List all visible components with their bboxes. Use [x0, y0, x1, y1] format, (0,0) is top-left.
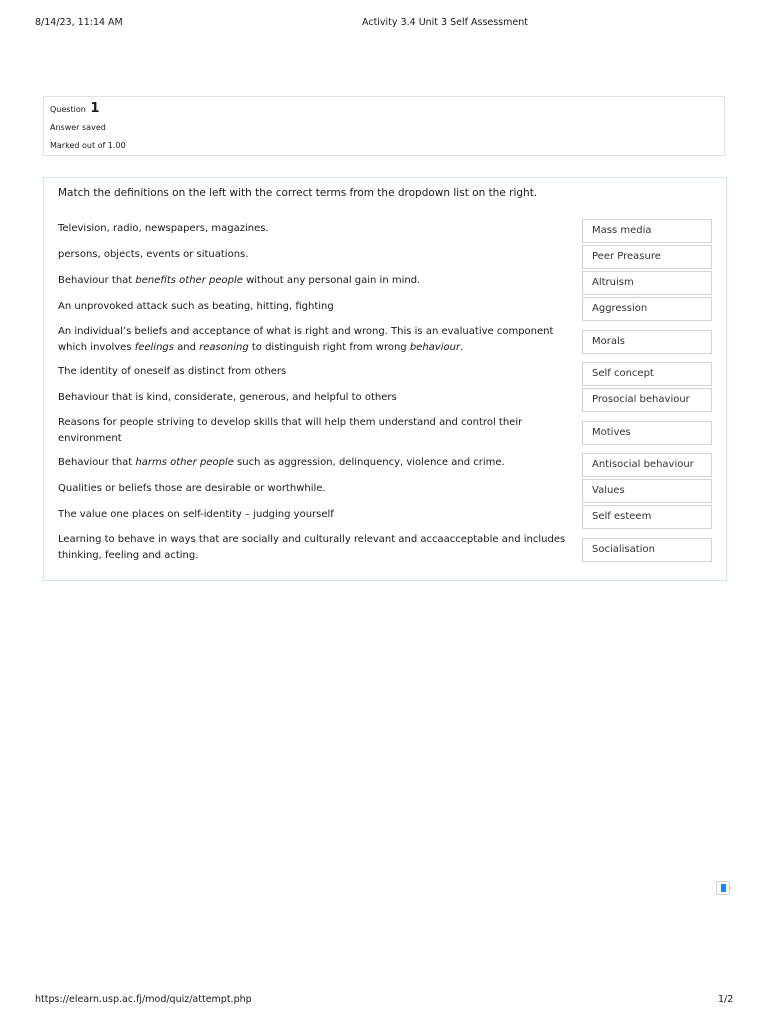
definition-text: An unprovoked attack such as beating, hitting, fighting [58, 301, 334, 312]
answer-select-antisocial-behaviour[interactable]: Antisocial behaviour [582, 453, 712, 477]
page-number: 1/2 [718, 994, 734, 1005]
definition-italic-part: benefits other people [135, 275, 243, 286]
definition-italic-part: behaviour [409, 342, 461, 353]
answer-select-morals[interactable]: Morals [582, 330, 712, 354]
definition-text-part: to distinguish right from wrong [248, 342, 410, 353]
answer-select-prosocial-behaviour[interactable]: Prosocial behaviour [582, 388, 712, 412]
question-prompt: Match the definitions on the left with the correct terms from the dropdown list on the right. [58, 187, 538, 199]
answer-select-peer-preasure[interactable]: Peer Preasure [582, 245, 712, 269]
definition-text-part: An individual’s beliefs and acceptance of what is right and wrong. This is an evaluative component which involves [58, 326, 554, 353]
definition-italic-part: reasoning [199, 342, 249, 353]
definition-morals [58, 324, 578, 356]
definition-text: Television, radio, newspapers, magazines. [58, 223, 269, 234]
answer-select-socialisation[interactable]: Socialisation [582, 538, 712, 562]
question-label-text: Question [50, 105, 86, 114]
definition-text-part: Behaviour that [58, 457, 136, 468]
definition-text-part: . [460, 342, 464, 353]
answer-select-motives[interactable]: Motives [582, 421, 712, 445]
definition-self-esteem [58, 507, 578, 523]
definition-text-part: such as aggression, delinquency, violence and crime. [233, 457, 505, 468]
print-datetime: 8/14/23, 11:14 AM [35, 17, 123, 28]
definition-text-part: Behaviour that [58, 275, 136, 286]
print-header [0, 17, 768, 31]
answer-select-mass-media[interactable]: Mass media [582, 219, 712, 243]
marks-info: Marked out of 1.00 [50, 141, 126, 150]
page-url: https://elearn.usp.ac.fj/mod/quiz/attempt.php [35, 994, 252, 1005]
definition-text-part: and [173, 342, 200, 353]
definition-text: Learning to behave in ways that are socially and culturally relevant and accaacceptable and includes thinking, feeling and acting. [58, 534, 566, 561]
definition-italic-part: feelings [134, 342, 174, 353]
question-info-panel [43, 96, 725, 156]
question-number: 1 [90, 101, 100, 116]
answer-select-values[interactable]: Values [582, 479, 712, 503]
definition-italic-part: harms other people [135, 457, 234, 468]
definition-text: persons, objects, events or situations. [58, 249, 249, 260]
answer-select-aggression[interactable]: Aggression [582, 297, 712, 321]
definition-aggression [58, 299, 578, 315]
definition-prosocial-behaviour [58, 390, 578, 406]
definition-text: The identity of oneself as distinct from others [58, 366, 287, 377]
answer-status: Answer saved [50, 123, 106, 132]
definition-text: Behaviour that is kind, considerate, generous, and helpful to others [58, 392, 397, 403]
definition-text: The value one places on self-identity – judging yourself [58, 509, 334, 520]
scroll-indicator-icon[interactable] [716, 881, 730, 895]
definition-peer-preasure [58, 247, 578, 263]
definition-values [58, 481, 578, 497]
answer-select-self-concept[interactable]: Self concept [582, 362, 712, 386]
answer-select-self-esteem[interactable]: Self esteem [582, 505, 712, 529]
definition-text-part: without any personal gain in mind. [242, 275, 421, 286]
definition-altruism [58, 273, 578, 289]
answer-select-altruism[interactable]: Altruism [582, 271, 712, 295]
definition-text: Reasons for people striving to develop skills that will help them understand and control their environment [58, 417, 523, 444]
definition-motives [58, 415, 578, 447]
question-number-label [50, 101, 99, 116]
definition-text: Qualities or beliefs those are desirable or worthwhile. [58, 483, 326, 494]
definition-self-concept [58, 364, 578, 380]
definition-mass-media [58, 221, 578, 237]
print-page-title: Activity 3.4 Unit 3 Self Assessment [362, 17, 528, 28]
definition-socialisation [58, 532, 578, 564]
question-content-panel [43, 177, 727, 581]
definition-antisocial-behaviour [58, 455, 578, 471]
